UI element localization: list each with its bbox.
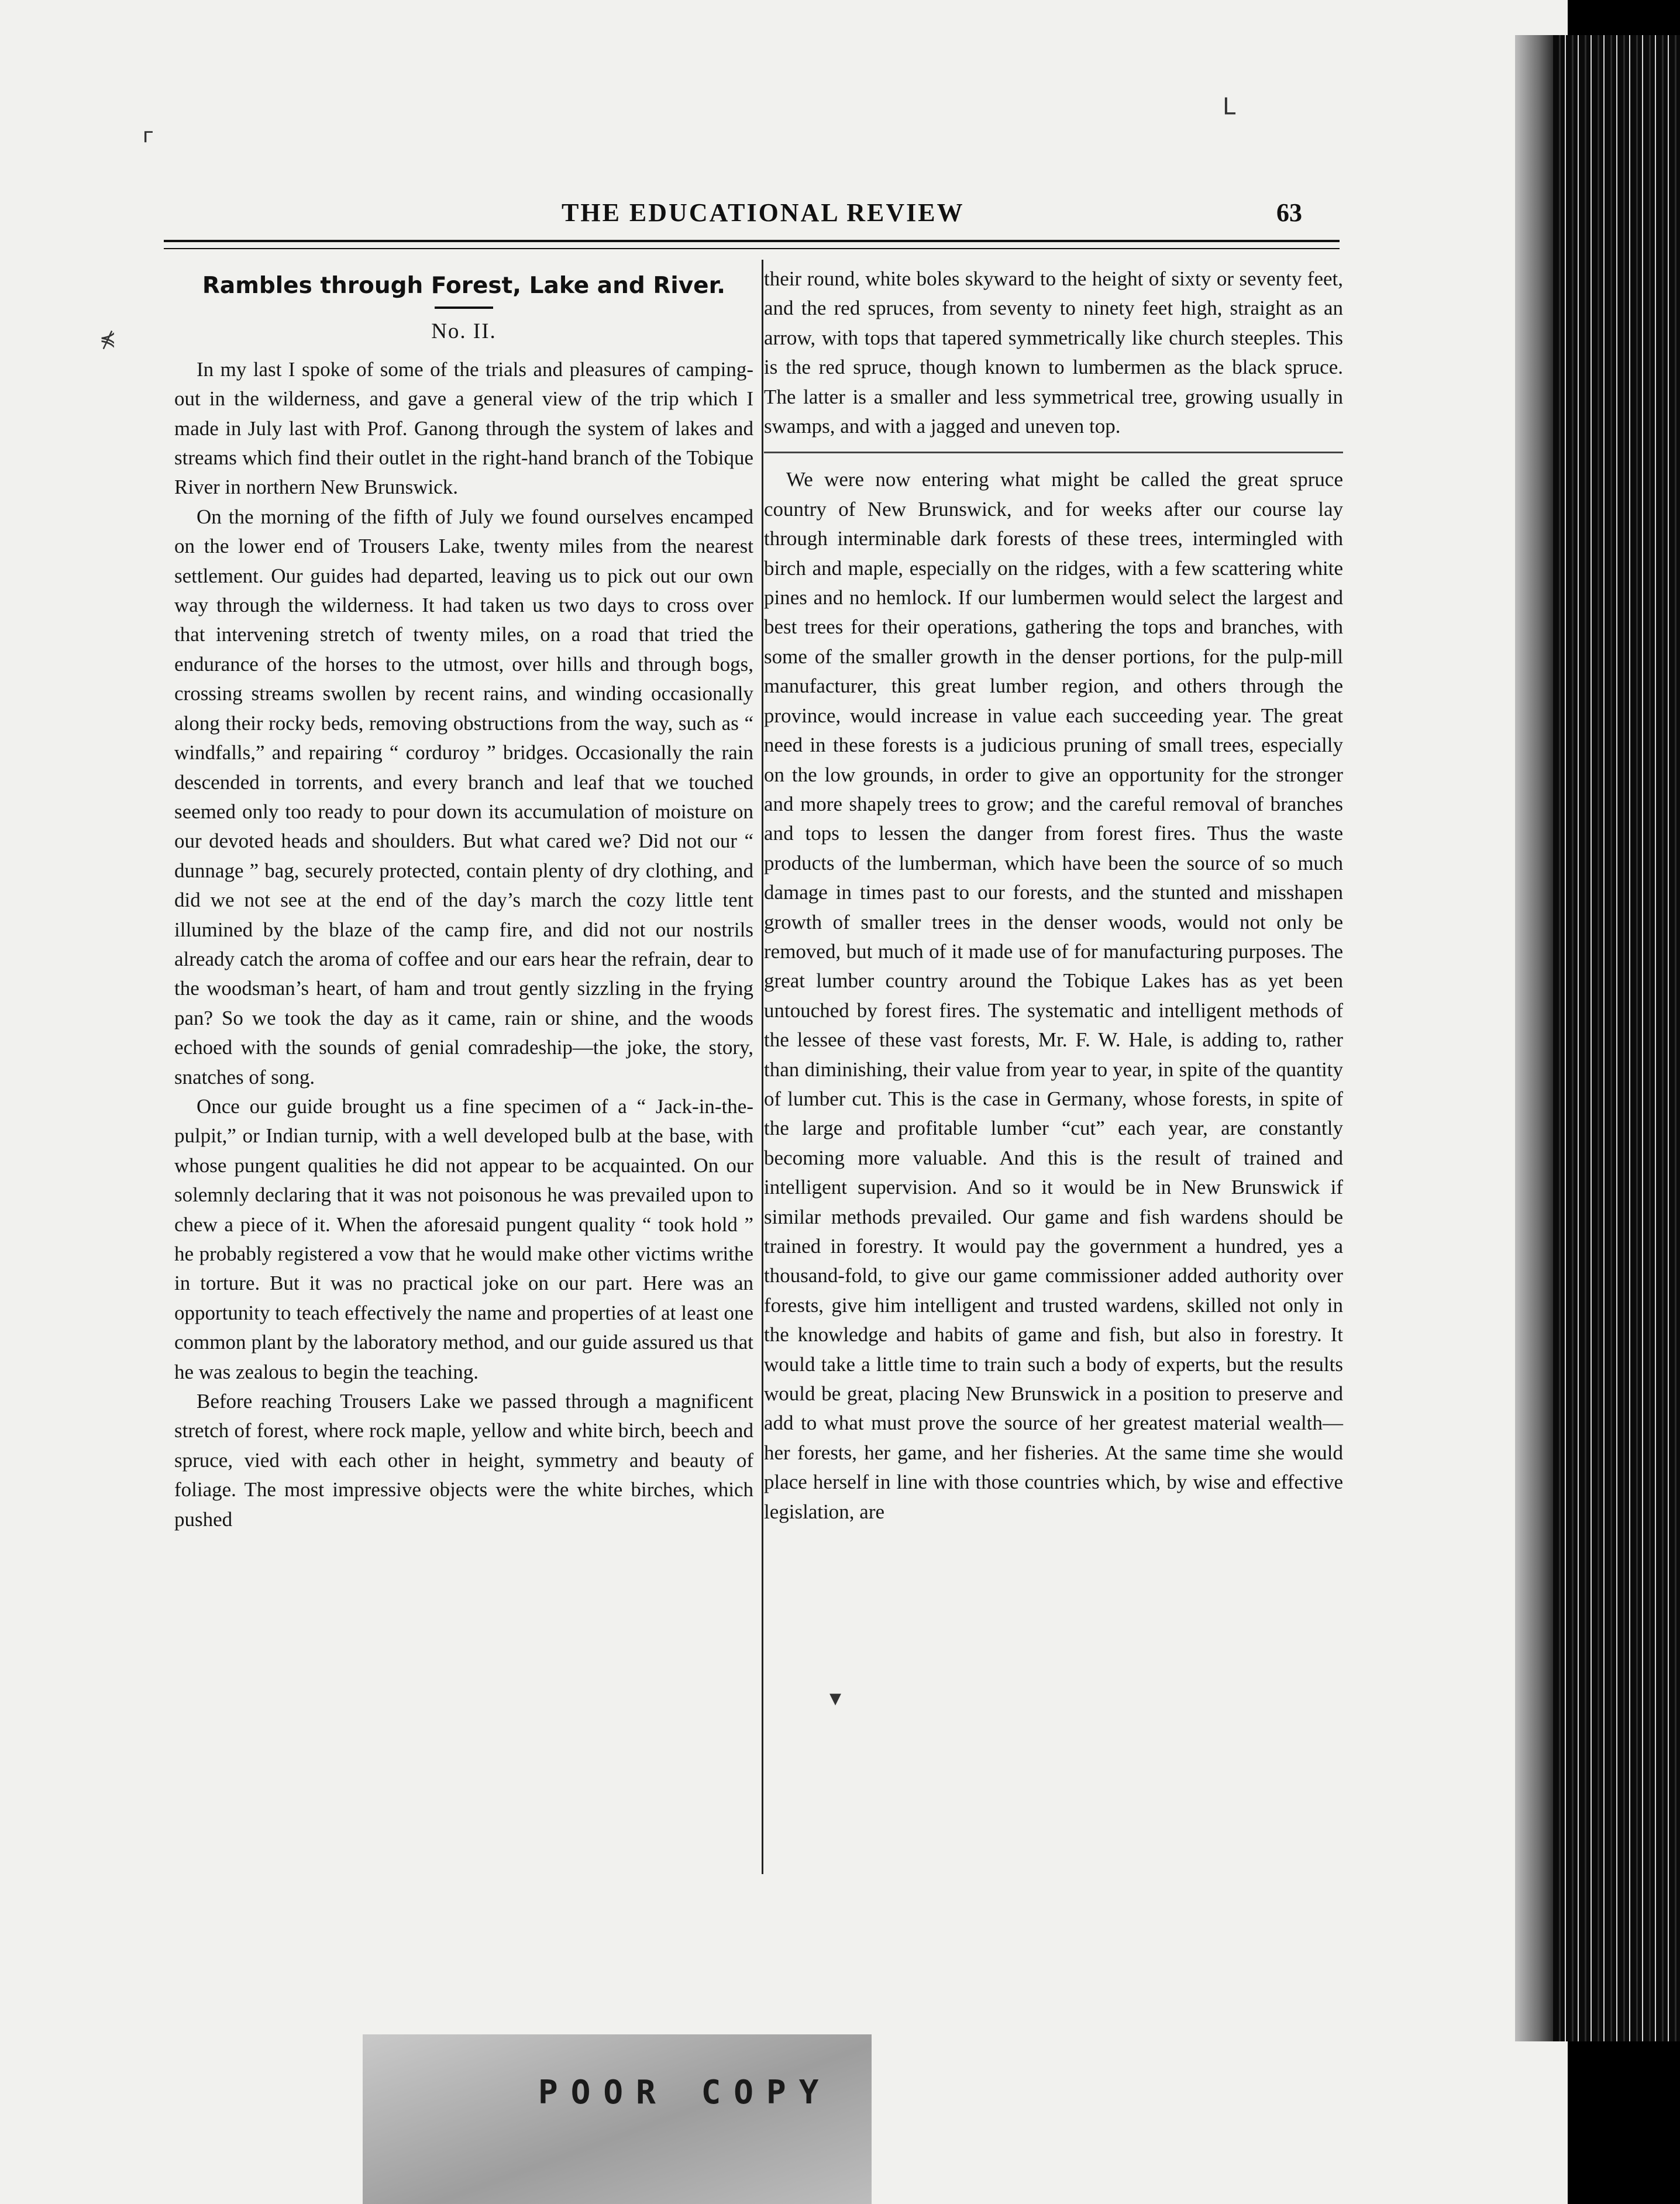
poor-copy-label: POOR COPY <box>538 2074 832 2112</box>
margin-mark: ⋠ <box>99 328 116 351</box>
article-number: No. II. <box>431 319 497 344</box>
paragraph: On the morning of the fifth of July we found ourselves encamped on the lower end of Trousers Lake, twenty miles from the nearest settlement. Our guides had departed, leaving us to pick out our own way through the wilderness. It had taken us two days to cross over that intervening stretch of twenty miles, on a road that tried the endurance of the horses to the utmost, over hills and through bogs, crossing streams swollen by recent rains, and winding occasionally along their rocky beds, removing obstructions from the way, such as “ windfalls,” and repairing “ corduroy ” bridges. Occasionally the rain descended in torrents, and every branch and leaf that we touched seemed only too ready to pour down its accumulation of moisture on our devoted heads and shoulders. But what cared we? Did not our “ dunnage ” bag, securely protected, contain plenty of dry clothing, and did we not see at the end of the day’s march the cozy little tent illumined by the blaze of the camp fire, and did not our nostrils already catch the aroma of coffee and our ears hear the refrain, dear to the woodsman’s heart, of ham and trout gently sizzling in the frying pan? So we took the day as it came, rain or shine, and the woods echoed with the sounds of genial comradeship—the joke, the story, snatches of song. <box>174 505 753 1089</box>
page-gutter-shadow <box>1515 35 1556 2041</box>
header-rule-bottom <box>164 248 1340 249</box>
article-title: Rambles through Forest, Lake and River. <box>202 273 726 299</box>
poor-copy-stamp <box>363 2034 872 2204</box>
page-number: 63 <box>1276 198 1302 227</box>
margin-mark: ▾ <box>829 1685 842 1711</box>
running-head: THE EDUCATIONAL REVIEW <box>562 198 965 227</box>
left-column <box>174 264 753 1534</box>
paragraph: Once our guide brought us a fine specimen of a “ Jack-in-the-pulpit,” or Indian turnip, with a well developed bulb at the base, with whose pungent qualities he did not appear to be acquainted. On our solemnly declaring that it was not poisonous he was prevailed upon to chew a piece of it. When the aforesaid pungent quality “ took hold ” he probably registered a vow that he would make other victims writhe in torture. But it was no practical joke on our part. Here was an opportunity to teach effectively the name and properties of at least one common plant by the laboratory method, and our guide assured us that he was zealous to begin the teaching. <box>174 1094 753 1383</box>
right-column <box>764 264 1343 1527</box>
section-separator-rule <box>764 452 1343 453</box>
paragraph: In my last I spoke of some of the trials and pleasures of camping-out in the wilderness, and gave a general view of the trip which I made in July last with Prof. Ganong through the system of lakes and streams which find their outlet in the right-hand branch of the Tobique River in northern New Brunswick. <box>174 357 753 499</box>
column-divider <box>762 260 763 1874</box>
margin-mark: ᒪ <box>1223 94 1236 120</box>
paragraph: Before reaching Trousers Lake we passed through a magnificent stretch of forest, where rock maple, yellow and white birch, beech and spruce, vied with each other in height, symmetry and beauty of foliage. The most impressive objects were the white birches, which pushed <box>174 1390 753 1531</box>
book-page-edges <box>1553 35 1680 2041</box>
margin-mark: ᴦ <box>143 124 154 147</box>
header-rule-top <box>164 240 1340 242</box>
paragraph: We were now entering what might be called the great spruce country of New Brunswick, and for weeks after our course lay through interminable dark forests of these trees, intermingled with birch and maple, especially on the ridges, with a few scattering white pines and no hemlock. If our lumbermen would select the largest and best trees for their operations, gathering the tops and branches, with some of the smaller growth in the denser portions, for the pulp-mill manufacturer, this great lumber region, and others through the province, would increase in value each succeeding year. The great need in these forests is a judicious pruning of small trees, especially on the low grounds, in order to give an opportunity for the stronger and more shapely trees to grow; and the careful removal of branches and tops to lessen the danger from forest fires. Thus the waste products of the lumberman, which have been the source of so much damage in times past to our forests, and the stunted and misshapen growth of smaller trees in the denser woods, would not only be removed, but much of it made use of for manufacturing purposes. The great lumber country around the Tobique Lakes has as yet been untouched by forest fires. The systematic and intelligent methods of the lessee of these vast forests, Mr. F. W. Hale, is adding to, rather than diminishing, their value from year to year, in spite of the quantity of lumber cut. This is the case in Germany, whose forests, in spite of the large and profitable lumber “cut” each year, are constantly becoming more valuable. And this is the result of trained and intelligent supervision. And so it would be in New Brunswick if similar methods prevailed. Our game and fish wardens should be trained in forestry. It would pay the government a hundred, yes a thousand-fold, to give our game commissioner added authority over forests, give him intelligent and trusted wardens, skilled not only in the knowledge and habits of game and fish, but also in forestry. It would take a little time to train such a body of experts, but the results would be great, placing New Brunswick in a position to preserve and add to what must prove the source of her greatest material wealth—her forests, her game, and her fisheries. At the same time she would place herself in line with those countries which, by wise and effective legislation, are <box>764 468 1343 1523</box>
title-rule <box>435 307 493 309</box>
paragraph: their round, white boles skyward to the height of sixty or seventy feet, and the red spruces, from seventy to ninety feet high, straight as an arrow, with tops that tapered symmetrically like church steeples. This is the red spruce, though known to lumbermen as the black spruce. The latter is a smaller and less symmetrical tree, growing usually in swamps, and with a jagged and uneven top. <box>764 267 1343 438</box>
